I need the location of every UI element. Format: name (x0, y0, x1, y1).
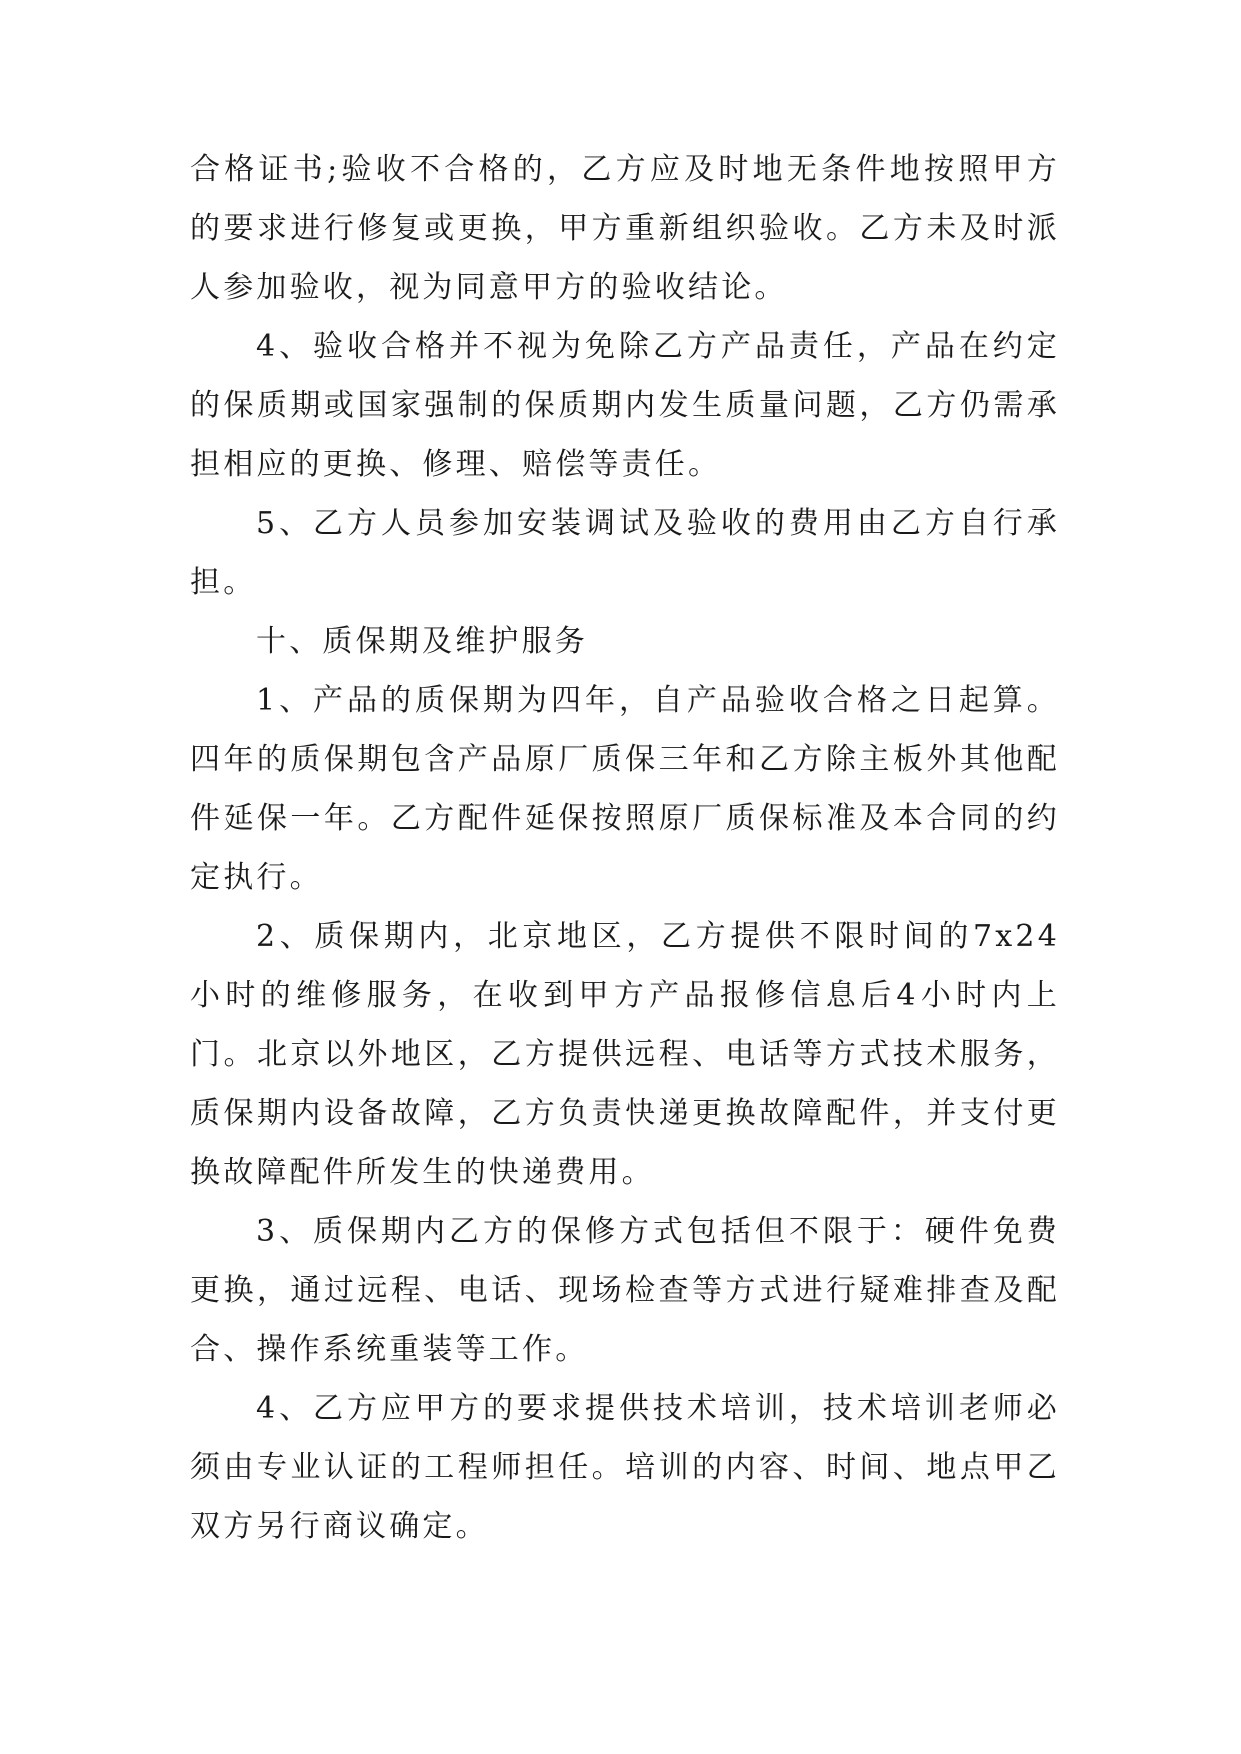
paragraph-warranty-clause-2: 2、质保期内，北京地区，乙方提供不限时间的7x24小时的维修服务，在收到甲方产品报修信息后4小时内上门。北京以外地区，乙方提供远程、电话等方式技术服务，质保期内设备故障，乙方负责快递更换故障配件，并支付更换故障配件所发生的快递费用。 (190, 919, 1060, 1190)
paragraph-acceptance-conclusion: 合格证书;验收不合格的，乙方应及时地无条件地按照甲方的要求进行修复或更换，甲方重新组织验收。乙方未及时派人参加验收，视为同意甲方的验收结论。 (190, 152, 1060, 305)
paragraph-warranty-clause-3: 3、质保期内乙方的保修方式包括但不限于：硬件免费更换，通过远程、电话、现场检查等方式进行疑难排查及配合、操作系统重装等工作。 (190, 1214, 1060, 1367)
paragraph-clause-4-liability: 4、验收合格并不视为免除乙方产品责任，产品在约定的保质期或国家强制的保质期内发生质量问题，乙方仍需承担相应的更换、修理、赔偿等责任。 (190, 329, 1060, 482)
document-body (190, 140, 1060, 1556)
paragraph-warranty-clause-4: 4、乙方应甲方的要求提供技术培训，技术培训老师必须由专业认证的工程师担任。培训的内容、时间、地点甲乙双方另行商议确定。 (190, 1391, 1060, 1544)
paragraph-warranty-clause-1: 1、产品的质保期为四年，自产品验收合格之日起算。四年的质保期包含产品原厂质保三年和乙方除主板外其他配件延保一年。乙方配件延保按照原厂质保标准及本合同的约定执行。 (190, 683, 1060, 895)
paragraph-clause-5-costs: 5、乙方人员参加安装调试及验收的费用由乙方自行承担。 (190, 506, 1060, 600)
section-heading-warranty: 十、质保期及维护服务 (256, 624, 588, 659)
